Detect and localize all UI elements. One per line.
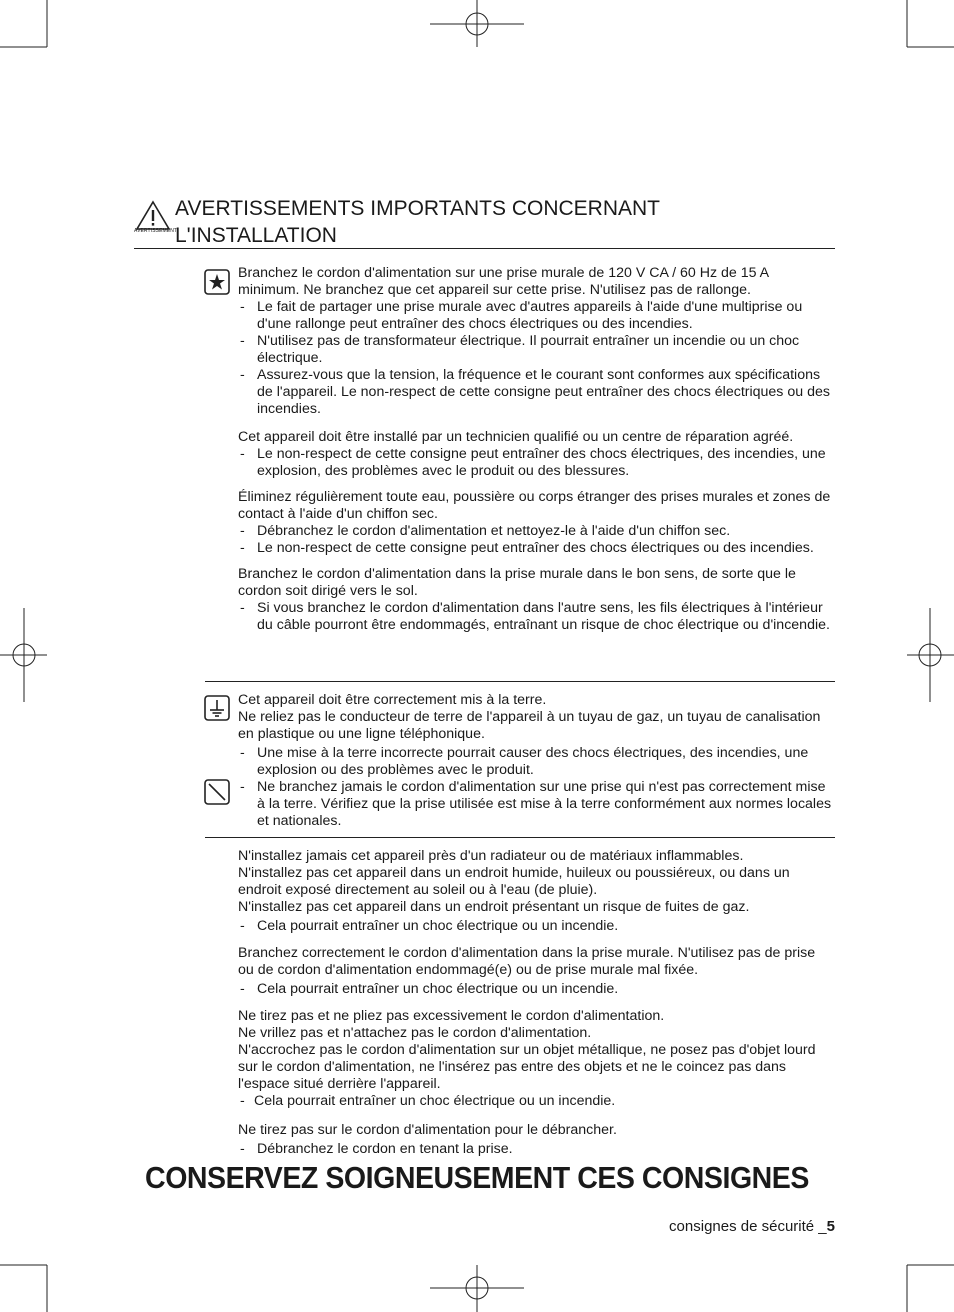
paragraph: Ne reliez pas le conducteur de terre de l'appareil à un tuyau de gaz, un tuyau de canalisation en plastique ou une ligne téléphonique. [238,709,821,742]
list-item: - Ne branchez jamais le cordon d'alimentation sur une prise qui n'est pas correctement mise à la terre. Vérifiez que la prise utilisée est mise à la terre conformément aux normes locales et nationales. [238,779,832,830]
paragraph: Branchez le cordon d'alimentation dans la prise murale dans le bon sens, de sorte que le cordon soit dirigé vers le sol. [238,566,796,599]
paragraph: Branchez le cordon d'alimentation sur une prise murale de 120 V CA / 60 Hz de 15 A minimum. Ne branchez que cet appareil sur cette prise. N'utilisez pas de rallonge. [238,265,769,298]
paragraph: Ne tirez pas sur le cordon d'alimentation pour le débrancher. [238,1122,617,1138]
page-title: AVERTISSEMENTS IMPORTANTS CONCERNANT L'INSTALLATION [175,197,660,247]
paragraph: Cet appareil doit être installé par un technicien qualifié ou un centre de réparation agréé. [238,429,794,445]
list-item: - Assurez-vous que la tension, la fréquence et le courant sont conformes aux spécifications de l'appareil. Le non-respect de cette consigne peut entraîner des chocs électriques ou des incendies. [238,367,832,418]
list-item: - Cela pourrait entraîner un choc électrique ou un incendie. [238,918,832,935]
paragraph: N'installez jamais cet appareil près d'un radiateur ou de matériaux inflammables. [238,848,744,864]
section-header [134,195,835,249]
list-item: - Débranchez le cordon d'alimentation et nettoyez-le à l'aide d'un chiffon sec. [238,523,832,540]
list-item: - Le non-respect de cette consigne peut entraîner des chocs électriques ou des incendies. [238,540,832,557]
paragraph: N'installez pas cet appareil dans un endroit humide, huileux ou poussiéreux, ou dans un endroit exposé directement au soleil ou à l'eau (de pluie). [238,865,790,898]
divider [205,681,835,682]
list-item: - N'utilisez pas de transformateur électrique. Il pourrait entraîner un incendie ou un choc électrique. [238,333,832,367]
paragraph: N'installez pas cet appareil dans un endroit présentant un risque de fuites de gaz. [238,899,750,915]
star-icon [204,269,230,295]
section-power-outlet [238,265,832,634]
section-installation-location [238,848,832,1158]
paragraph: Branchez correctement le cordon d'alimentation dans la prise murale. N'utilisez pas de prise ou de cordon d'alimentation endommagé(e) ou de prise murale mal fixée. [238,945,816,978]
list-item: - Le fait de partager une prise murale avec d'autres appareils à l'aide d'une multiprise ou d'une rallonge peut entraîner des chocs électriques ou des incendies. [238,299,832,333]
closing-title: CONSERVEZ SOIGNEUSEMENT CES CONSIGNES [145,1160,809,1195]
paragraph: Éliminez régulièrement toute eau, poussière ou corps étranger des prises murales et zones de contact à l'aide d'un chiffon sec. [238,489,831,522]
paragraph: Ne vrillez pas et n'attachez pas le cordon d'alimentation. [238,1025,592,1041]
list-item: - Si vous branchez le cordon d'alimentation dans l'autre sens, les fils électriques à l'intérieur du câble pourront être endommagés, entraînant un risque de choc électrique ou d'incendie. [238,600,832,634]
list-item: - Une mise à la terre incorrecte pourrait causer des chocs électriques, des incendies, une explosion ou des problèmes avec le produit. [238,745,832,779]
list-item: - Le non-respect de cette consigne peut entraîner des chocs électriques, des incendies, une explosion, des problèmes avec le produit ou des blessures. [238,446,832,480]
paragraph: N'accrochez pas le cordon d'alimentation sur un objet métallique, ne posez pas d'objet lourd sur le cordon d'alimentation, ne l'insérez pas entre des objets et ne le coincez pas dans l'espace situé derrière l'appareil. [238,1042,816,1092]
page-footer [669,1218,835,1235]
divider [205,837,835,838]
paragraph: Ne tirez pas et ne pliez pas excessivement le cordon d'alimentation. [238,1008,665,1024]
footer-label: consignes de sécurité _ [669,1218,827,1235]
list-item: - Débranchez le cordon en tenant la prise. [238,1141,832,1158]
page-number: 5 [826,1218,835,1235]
ground-icon [204,695,230,721]
list-item: - Cela pourrait entraîner un choc électrique ou un incendie. [238,981,832,998]
warning-label: AVERTISSEMENT [134,228,178,234]
paragraph: Cet appareil doit être correctement mis à la terre. [238,692,547,708]
no-disassembly-icon [204,779,230,805]
section-grounding [238,692,832,830]
list-item: - Cela pourrait entraîner un choc électrique ou un incendie. [238,1093,832,1110]
